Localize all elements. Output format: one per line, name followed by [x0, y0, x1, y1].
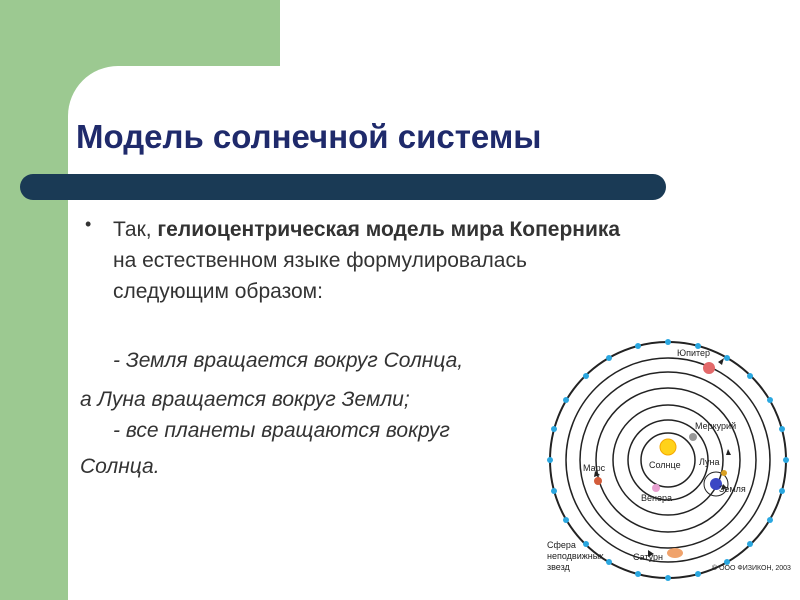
slide-title: Модель солнечной системы [76, 118, 542, 155]
mars-icon [594, 477, 602, 485]
label-venus: Венера [641, 493, 672, 503]
italic-line-4: Солнца. [80, 455, 160, 478]
label-sun: Солнце [649, 460, 681, 470]
label-sphere: Сфера [547, 540, 576, 550]
jupiter-icon [703, 362, 715, 374]
italic-line-2: а Луна вращается вокруг Земли; [80, 388, 410, 411]
para-lead: Так, [113, 218, 158, 241]
label-jupiter: Юпитер [677, 348, 711, 358]
solar-system-diagram [538, 316, 800, 600]
green-left-strip [0, 0, 68, 600]
paragraph-intro [113, 214, 633, 307]
moon-icon [721, 470, 727, 476]
label-moon: Луна [699, 457, 720, 467]
label-sphere-2: неподвижных [547, 551, 604, 561]
venus-icon [652, 484, 660, 492]
label-copyright: © ООО ФИЗИКОН, 2003 [712, 565, 791, 572]
bullet-icon: • [85, 214, 92, 234]
para-bold-heliocentric: гелиоцентрическая модель мира Коперника [157, 218, 621, 241]
label-mars: Марс [583, 463, 606, 473]
label-sphere-3: звезд [547, 562, 570, 572]
italic-line-1: - Земля вращается вокруг Солнца, [113, 349, 464, 372]
label-earth: Земля [719, 484, 746, 494]
para-rest: на естественном языке формулировалась следующим образом: [113, 249, 527, 303]
label-mercury: Меркурий [695, 421, 737, 431]
label-saturn: Сатурн [633, 552, 664, 562]
mercury-icon [689, 433, 697, 441]
title-divider-bar [20, 174, 666, 200]
italic-line-3: - все планеты вращаются вокруг [113, 419, 450, 442]
sun-icon [660, 439, 676, 455]
saturn-icon [667, 548, 683, 558]
